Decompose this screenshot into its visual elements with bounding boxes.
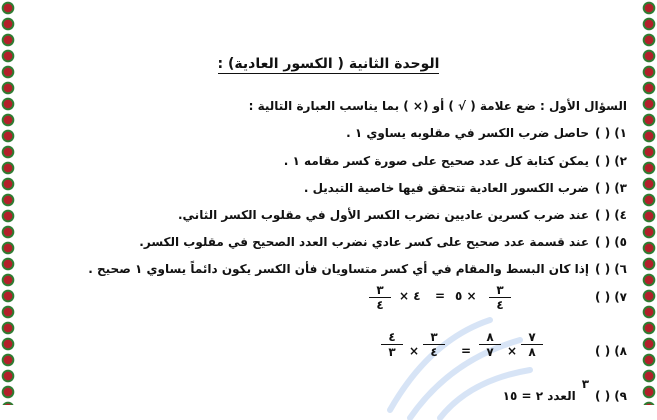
decorative-border-left bbox=[0, 0, 16, 405]
unit-title: الوحدة الثانية ( الكسور العادية) : bbox=[217, 56, 440, 72]
statement-4: ٤)( )عند ضرب كسرين عاديين نضرب الكسر الأول في مقلوب الكسر الثاني. bbox=[177, 208, 627, 222]
equation-7: ٣ ٤ × ٤ = ٥ × ٣ ٤ bbox=[347, 283, 577, 327]
statement-7: ٧)( ) bbox=[595, 290, 627, 304]
fraction: ٣ ٤ bbox=[487, 283, 513, 312]
answer-box[interactable]: ( ) bbox=[595, 208, 611, 222]
question-instruction: السؤال الأول : ضع علامة ( √ ) أو (× ) بما يناسب العبارة التالية : bbox=[248, 99, 627, 113]
answer-box[interactable]: ( ) bbox=[595, 154, 611, 168]
fraction: ٤ ٣ bbox=[379, 330, 405, 359]
answer-box[interactable]: ( ) bbox=[595, 389, 611, 403]
equation-8: ٤ ٣ × ٣ ٤ = ٨ ٧ × ٧ ٨ bbox=[379, 330, 579, 374]
statement-8: ٨)( ) bbox=[595, 344, 627, 358]
answer-box[interactable]: ( ) bbox=[595, 344, 611, 358]
fraction: ٨ ٧ bbox=[477, 330, 503, 359]
decorative-border-right bbox=[641, 0, 657, 405]
worksheet-page bbox=[20, 0, 637, 405]
statement-9: ٩)( )٣العدد ٢ = ١٥ bbox=[502, 377, 627, 403]
fraction: ٣ ٤ bbox=[367, 283, 393, 312]
statement-2: ٢)( )يمكن كتابة كل عدد صحيح على صورة كسر مقامه ١ . bbox=[283, 154, 627, 168]
fraction: ٣ ٤ bbox=[421, 330, 447, 359]
fraction: ٧ ٨ bbox=[519, 330, 545, 359]
statement-1: ١)( )حاصل ضرب الكسر في مقلوبه يساوي ١ . bbox=[346, 126, 627, 140]
answer-box[interactable]: ( ) bbox=[595, 126, 611, 140]
statement-6: ٦)( )إذا كان البسط والمقام في أي كسر متساويان فأن الكسر يكون دائماً يساوي ١ صحيح . bbox=[88, 262, 627, 276]
statement-3: ٣)( )ضرب الكسور العادية تتحقق فيها خاصية التبديل . bbox=[303, 181, 627, 195]
answer-box[interactable]: ( ) bbox=[595, 181, 611, 195]
answer-box[interactable]: ( ) bbox=[595, 235, 611, 249]
statement-5: ٥)( )عند قسمة عدد صحيح على كسر عادي نضرب العدد الصحيح في مقلوب الكسر. bbox=[139, 235, 627, 249]
answer-box[interactable]: ( ) bbox=[595, 290, 611, 304]
answer-box[interactable]: ( ) bbox=[595, 262, 611, 276]
